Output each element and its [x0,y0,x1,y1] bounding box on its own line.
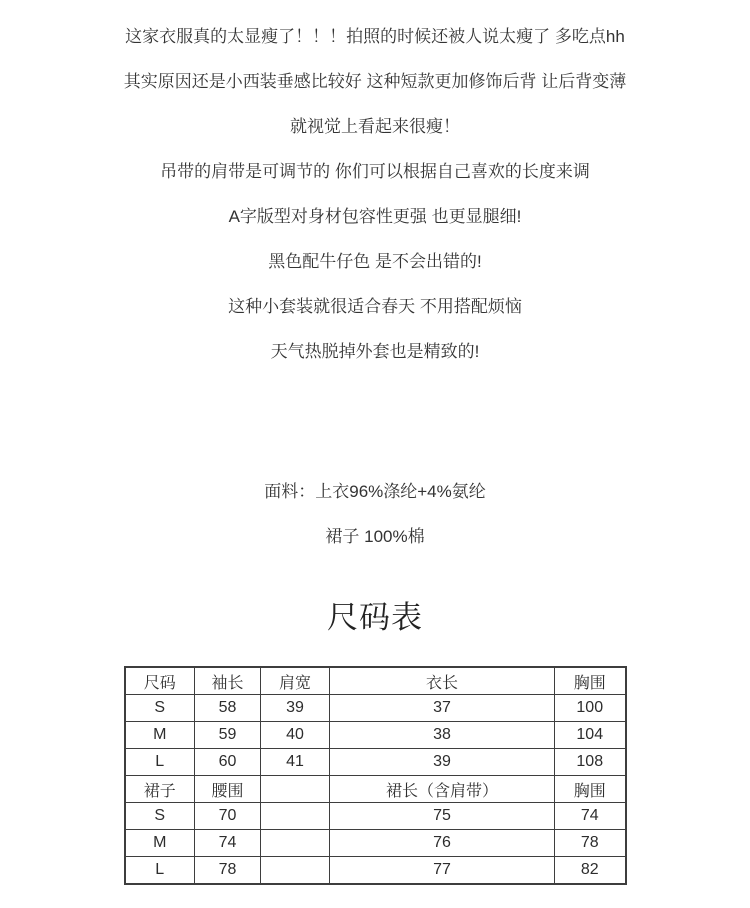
table-header-cell: 裙子 [125,776,195,803]
table-cell: M [125,722,195,749]
table-cell: 78 [195,857,261,885]
table-cell: 82 [555,857,626,885]
table-cell: 74 [555,803,626,830]
table-cell: 59 [195,722,261,749]
table-cell: 75 [330,803,555,830]
table-cell: 39 [330,749,555,776]
table-cell: 60 [195,749,261,776]
table-header-cell: 胸围 [555,667,626,695]
table-cell: S [125,803,195,830]
size-table-row-skirt-s [125,803,626,830]
table-header-cell: 裙长（含肩带） [330,776,555,803]
table-header-cell: 腰围 [195,776,261,803]
table-cell: S [125,695,195,722]
description-line-1: 这家衣服真的太显瘦了！！！拍照的时候还被人说太瘦了 多吃点hh [125,27,625,46]
table-cell: 58 [195,695,261,722]
table-cell: 108 [555,749,626,776]
table-header-cell [261,776,330,803]
size-table-row-skirt-l [125,857,626,885]
table-header-cell: 尺码 [125,667,195,695]
table-cell: 76 [330,830,555,857]
size-chart-table [124,666,627,885]
size-table-row-top-s [125,695,626,722]
table-cell [261,830,330,857]
table-cell: 39 [261,695,330,722]
table-cell: 100 [555,695,626,722]
table-header-cell: 胸围 [555,776,626,803]
table-header-cell: 肩宽 [261,667,330,695]
fabric-composition-top: 面料：上衣96%涤纶+4%氨纶 [264,482,486,501]
size-table-row-top-m [125,722,626,749]
size-table-row-skirt-m [125,830,626,857]
description-line-5: A字版型对身材包容性更强 也更显腿细! [228,207,522,226]
table-cell: 38 [330,722,555,749]
table-cell: 74 [195,830,261,857]
description-line-6: 黑色配牛仔色 是不会出错的! [268,252,482,271]
table-header-cell: 袖长 [195,667,261,695]
size-table-skirt-header-row [125,776,626,803]
table-cell: 77 [330,857,555,885]
description-line-3: 就视觉上看起来很瘦！ [290,117,460,136]
table-cell: 70 [195,803,261,830]
description-line-4: 吊带的肩带是可调节的 你们可以根据自己喜欢的长度来调 [160,162,590,181]
size-table-header-row [125,667,626,695]
description-line-2: 其实原因还是小西装垂感比较好 这种短款更加修饰后背 让后背变薄 [123,72,627,91]
table-cell: M [125,830,195,857]
table-header-cell: 衣长 [330,667,555,695]
size-chart-title: 尺码表 [327,600,423,635]
table-cell: L [125,857,195,885]
fabric-composition-skirt: 裙子 100%棉 [325,527,425,546]
table-cell: L [125,749,195,776]
table-cell [261,857,330,885]
table-cell [261,803,330,830]
description-line-8: 天气热脱掉外套也是精致的! [270,342,480,361]
table-cell: 37 [330,695,555,722]
table-cell: 104 [555,722,626,749]
description-line-7: 这种小套装就很适合春天 不用搭配烦恼 [228,297,522,316]
table-cell: 78 [555,830,626,857]
table-cell: 40 [261,722,330,749]
table-cell: 41 [261,749,330,776]
size-table-row-top-l [125,749,626,776]
